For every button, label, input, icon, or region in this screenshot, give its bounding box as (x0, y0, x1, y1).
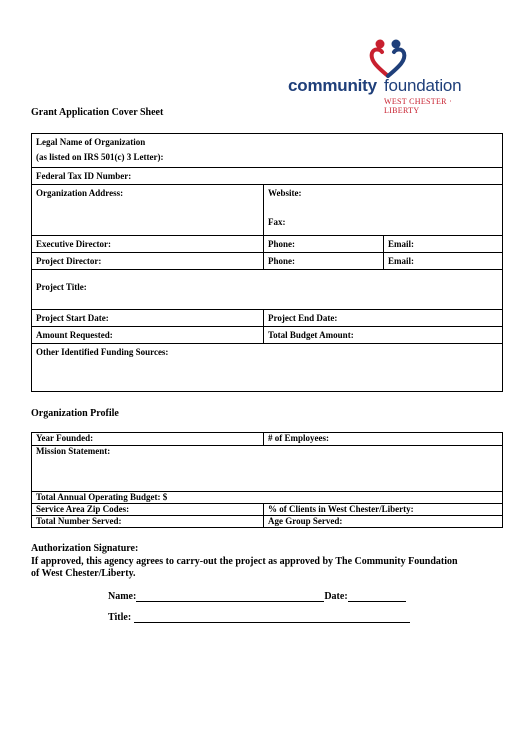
title-line[interactable] (134, 612, 410, 623)
federal-tax-cell[interactable] (32, 168, 503, 185)
authorization-heading: Authorization Signature: (31, 543, 139, 554)
exec-email-cell[interactable] (384, 236, 503, 253)
operating-budget-label: Total Annual Operating Budget: $ (36, 492, 168, 502)
federal-tax-label: Federal Tax ID Number: (36, 171, 132, 181)
end-date-cell[interactable] (264, 310, 503, 327)
mission-label: Mission Statement: (36, 446, 111, 456)
logo-word-community: community (288, 76, 377, 95)
date-line[interactable] (348, 591, 406, 602)
title-label: Title: (108, 612, 132, 623)
page-title: Grant Application Cover Sheet (31, 107, 164, 118)
director-phone-label: Phone: (268, 256, 295, 266)
start-date-cell[interactable] (32, 310, 264, 327)
exec-email-label: Email: (388, 239, 414, 249)
foundation-logo (288, 38, 488, 115)
number-served-cell[interactable] (32, 516, 264, 528)
legal-name-label: Legal Name of Organization (36, 137, 146, 147)
authorization-text-line2: of West Chester/Liberty. (31, 568, 136, 579)
logo-word-foundation: foundation (384, 76, 462, 95)
total-budget-label: Total Budget Amount: (268, 330, 354, 340)
operating-budget-cell[interactable] (32, 492, 503, 504)
exec-director-label: Executive Director: (36, 239, 112, 249)
director-email-cell[interactable] (384, 253, 503, 270)
legal-name-cell[interactable] (32, 134, 503, 168)
project-title-label: Project Title: (36, 282, 87, 292)
director-email-label: Email: (388, 256, 414, 266)
number-served-label: Total Number Served: (36, 516, 122, 526)
signature-name-row (108, 591, 406, 602)
date-label: Date: (324, 591, 348, 602)
signature-title-row (108, 612, 410, 623)
employees-label: # of Employees: (268, 433, 329, 443)
total-budget-cell[interactable] (264, 327, 503, 344)
project-director-cell[interactable] (32, 253, 264, 270)
year-founded-cell[interactable] (32, 433, 264, 446)
project-title-cell[interactable] (32, 270, 503, 310)
amount-requested-label: Amount Requested: (36, 330, 113, 340)
director-phone-cell[interactable] (264, 253, 384, 270)
amount-requested-cell[interactable] (32, 327, 264, 344)
fax-label: Fax: (268, 217, 286, 227)
name-signature-line[interactable] (136, 591, 324, 602)
exec-director-cell[interactable] (32, 236, 264, 253)
end-date-label: Project End Date: (268, 313, 338, 323)
organization-profile-table (31, 432, 503, 528)
exec-phone-label: Phone: (268, 239, 295, 249)
grant-info-table (31, 133, 503, 392)
name-label: Name: (108, 591, 137, 602)
other-funding-cell[interactable] (32, 344, 503, 392)
age-group-cell[interactable] (264, 516, 503, 528)
authorization-text-line1: If approved, this agency agrees to carry-out the project as approved by The Community Foundation (31, 556, 458, 567)
website-fax-cell[interactable] (264, 185, 503, 236)
age-group-label: Age Group Served: (268, 516, 343, 526)
legal-name-sublabel: (as listed on IRS 501(c) 3 Letter): (36, 152, 164, 162)
website-label: Website: (268, 188, 302, 198)
profile-section-title: Organization Profile (31, 408, 119, 419)
zip-codes-cell[interactable] (32, 504, 264, 516)
zip-codes-label: Service Area Zip Codes: (36, 504, 130, 514)
heart-people-icon (366, 38, 410, 80)
start-date-label: Project Start Date: (36, 313, 109, 323)
mission-cell[interactable] (32, 446, 503, 492)
year-founded-label: Year Founded: (36, 433, 94, 443)
org-address-label: Organization Address: (36, 188, 124, 198)
employees-cell[interactable] (264, 433, 503, 446)
logo-subtitle: WEST CHESTER · LIBERTY (384, 97, 453, 115)
project-director-label: Project Director: (36, 256, 102, 266)
exec-phone-cell[interactable] (264, 236, 384, 253)
clients-cell[interactable] (264, 504, 503, 516)
clients-label: % of Clients in West Chester/Liberty: (268, 504, 414, 514)
other-funding-label: Other Identified Funding Sources: (36, 347, 169, 357)
org-address-cell[interactable] (32, 185, 264, 236)
